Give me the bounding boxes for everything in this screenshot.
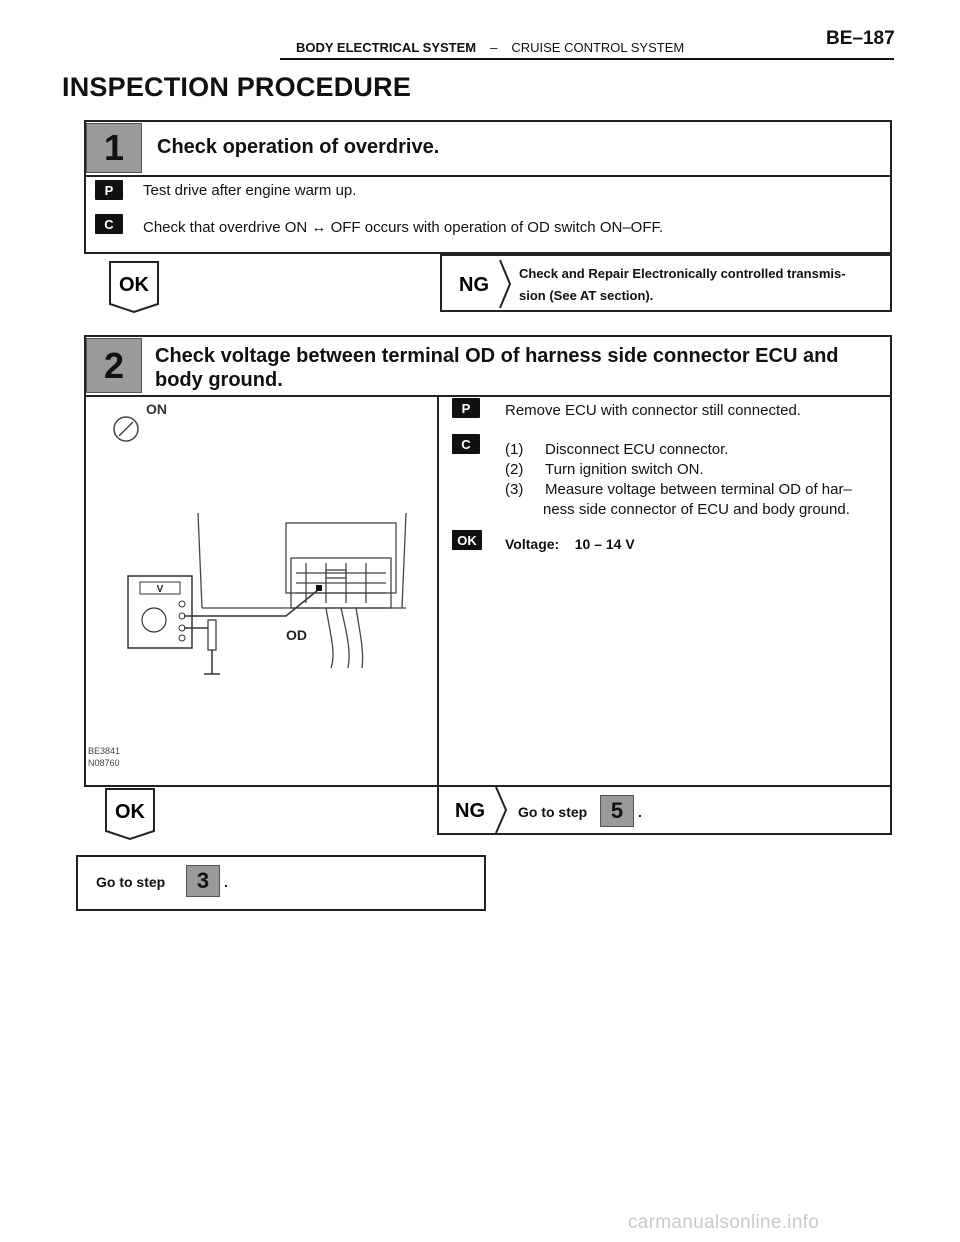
- diagram-code-1: BE3841: [88, 746, 121, 756]
- step1-title-rule: [84, 175, 892, 177]
- page-title: INSPECTION PROCEDURE: [62, 72, 412, 102]
- step2-title: [155, 344, 839, 392]
- step2-c-tag: C: [452, 434, 480, 454]
- step2-divider: [437, 396, 439, 787]
- header-rule: [280, 58, 894, 60]
- step2-ng-goto: Go to step: [518, 804, 588, 820]
- step2-ok-step-icon[interactable]: 3: [186, 865, 220, 897]
- od-label: OD: [286, 627, 307, 643]
- step2-ok-tag: OK: [452, 530, 482, 550]
- step2-ok-goto: Go to step: [96, 874, 166, 890]
- step2-ng-badge: [446, 787, 516, 833]
- step1-number: 1: [86, 123, 142, 173]
- step2-c-item-text: Measure voltage between terminal OD of har–: [545, 481, 852, 498]
- header-section-title: BODY ELECTRICAL SYSTEM: [296, 40, 477, 55]
- step2-c-item-cont: ness side connector of ECU and body ground.: [543, 501, 850, 518]
- step2-ng-step-icon[interactable]: 5: [600, 795, 634, 827]
- step2-ok-text: Voltage: 10 – 14 V: [505, 536, 635, 552]
- step1-ng-label: NG: [459, 274, 489, 296]
- step2-c-item-num: (3): [505, 481, 524, 498]
- step2-c-list: [505, 440, 885, 520]
- header-subsection: CRUISE CONTROL SYSTEM: [511, 40, 685, 55]
- step2-c-item: [505, 440, 885, 460]
- step1-title: Check operation of overdrive.: [157, 136, 440, 158]
- step2-title-rule: [84, 395, 892, 397]
- step1-c-tag: C: [95, 214, 123, 234]
- diagram-code-2: N08760: [88, 758, 120, 768]
- step2-c-item: [505, 480, 885, 500]
- step1-ng-text-2: sion (See AT section).: [519, 288, 654, 303]
- step1-p-text: Test drive after engine warm up.: [143, 182, 357, 199]
- step2-ng-dot: .: [638, 804, 642, 820]
- step1-ok-badge: [104, 258, 164, 316]
- step1-ng-text-1: Check and Repair Electronically controlled transmis-: [519, 266, 846, 281]
- voltmeter-icon: [128, 576, 192, 648]
- step1-ng-badge: [448, 258, 518, 312]
- ignition-key-icon: [114, 417, 138, 441]
- step2-ok-label: OK: [115, 801, 145, 823]
- watermark: carmanualsonline.info: [628, 1212, 820, 1233]
- step2-c-item: [505, 460, 885, 480]
- ignition-on-label: ON: [146, 401, 167, 417]
- voltmeter-label: V: [156, 584, 164, 595]
- step2-c-item-num: (1): [505, 441, 524, 458]
- step2-ok-badge: [100, 785, 160, 843]
- header-dash: –: [490, 40, 498, 55]
- step2-c-item-num: (2): [505, 461, 524, 478]
- ecu-connector-drawing: [198, 513, 406, 668]
- header-section: [296, 40, 684, 55]
- step2-p-text: Remove ECU with connector still connected.: [505, 402, 801, 419]
- page-number: BE–187: [826, 28, 895, 49]
- step2-title-2: body ground.: [155, 369, 283, 391]
- step2-p-tag: P: [452, 398, 480, 418]
- step2-ng-label: NG: [455, 800, 485, 822]
- step1-c-text: Check that overdrive ON ↔ OFF occurs with operation of OD switch ON–OFF.: [143, 219, 664, 236]
- step1-ng-text: [519, 263, 846, 307]
- step2-diagram: [86, 398, 436, 786]
- step2-number: 2: [86, 338, 142, 393]
- step1-p-tag: P: [95, 180, 123, 200]
- step2-c-item-text: Disconnect ECU connector.: [545, 441, 729, 458]
- step2-c-item-text: Turn ignition switch ON.: [545, 461, 704, 478]
- step1-ok-label: OK: [119, 274, 149, 296]
- step2-title-1: Check voltage between terminal OD of harness side connector ECU and: [155, 345, 839, 367]
- step2-ok-dot: .: [224, 874, 228, 890]
